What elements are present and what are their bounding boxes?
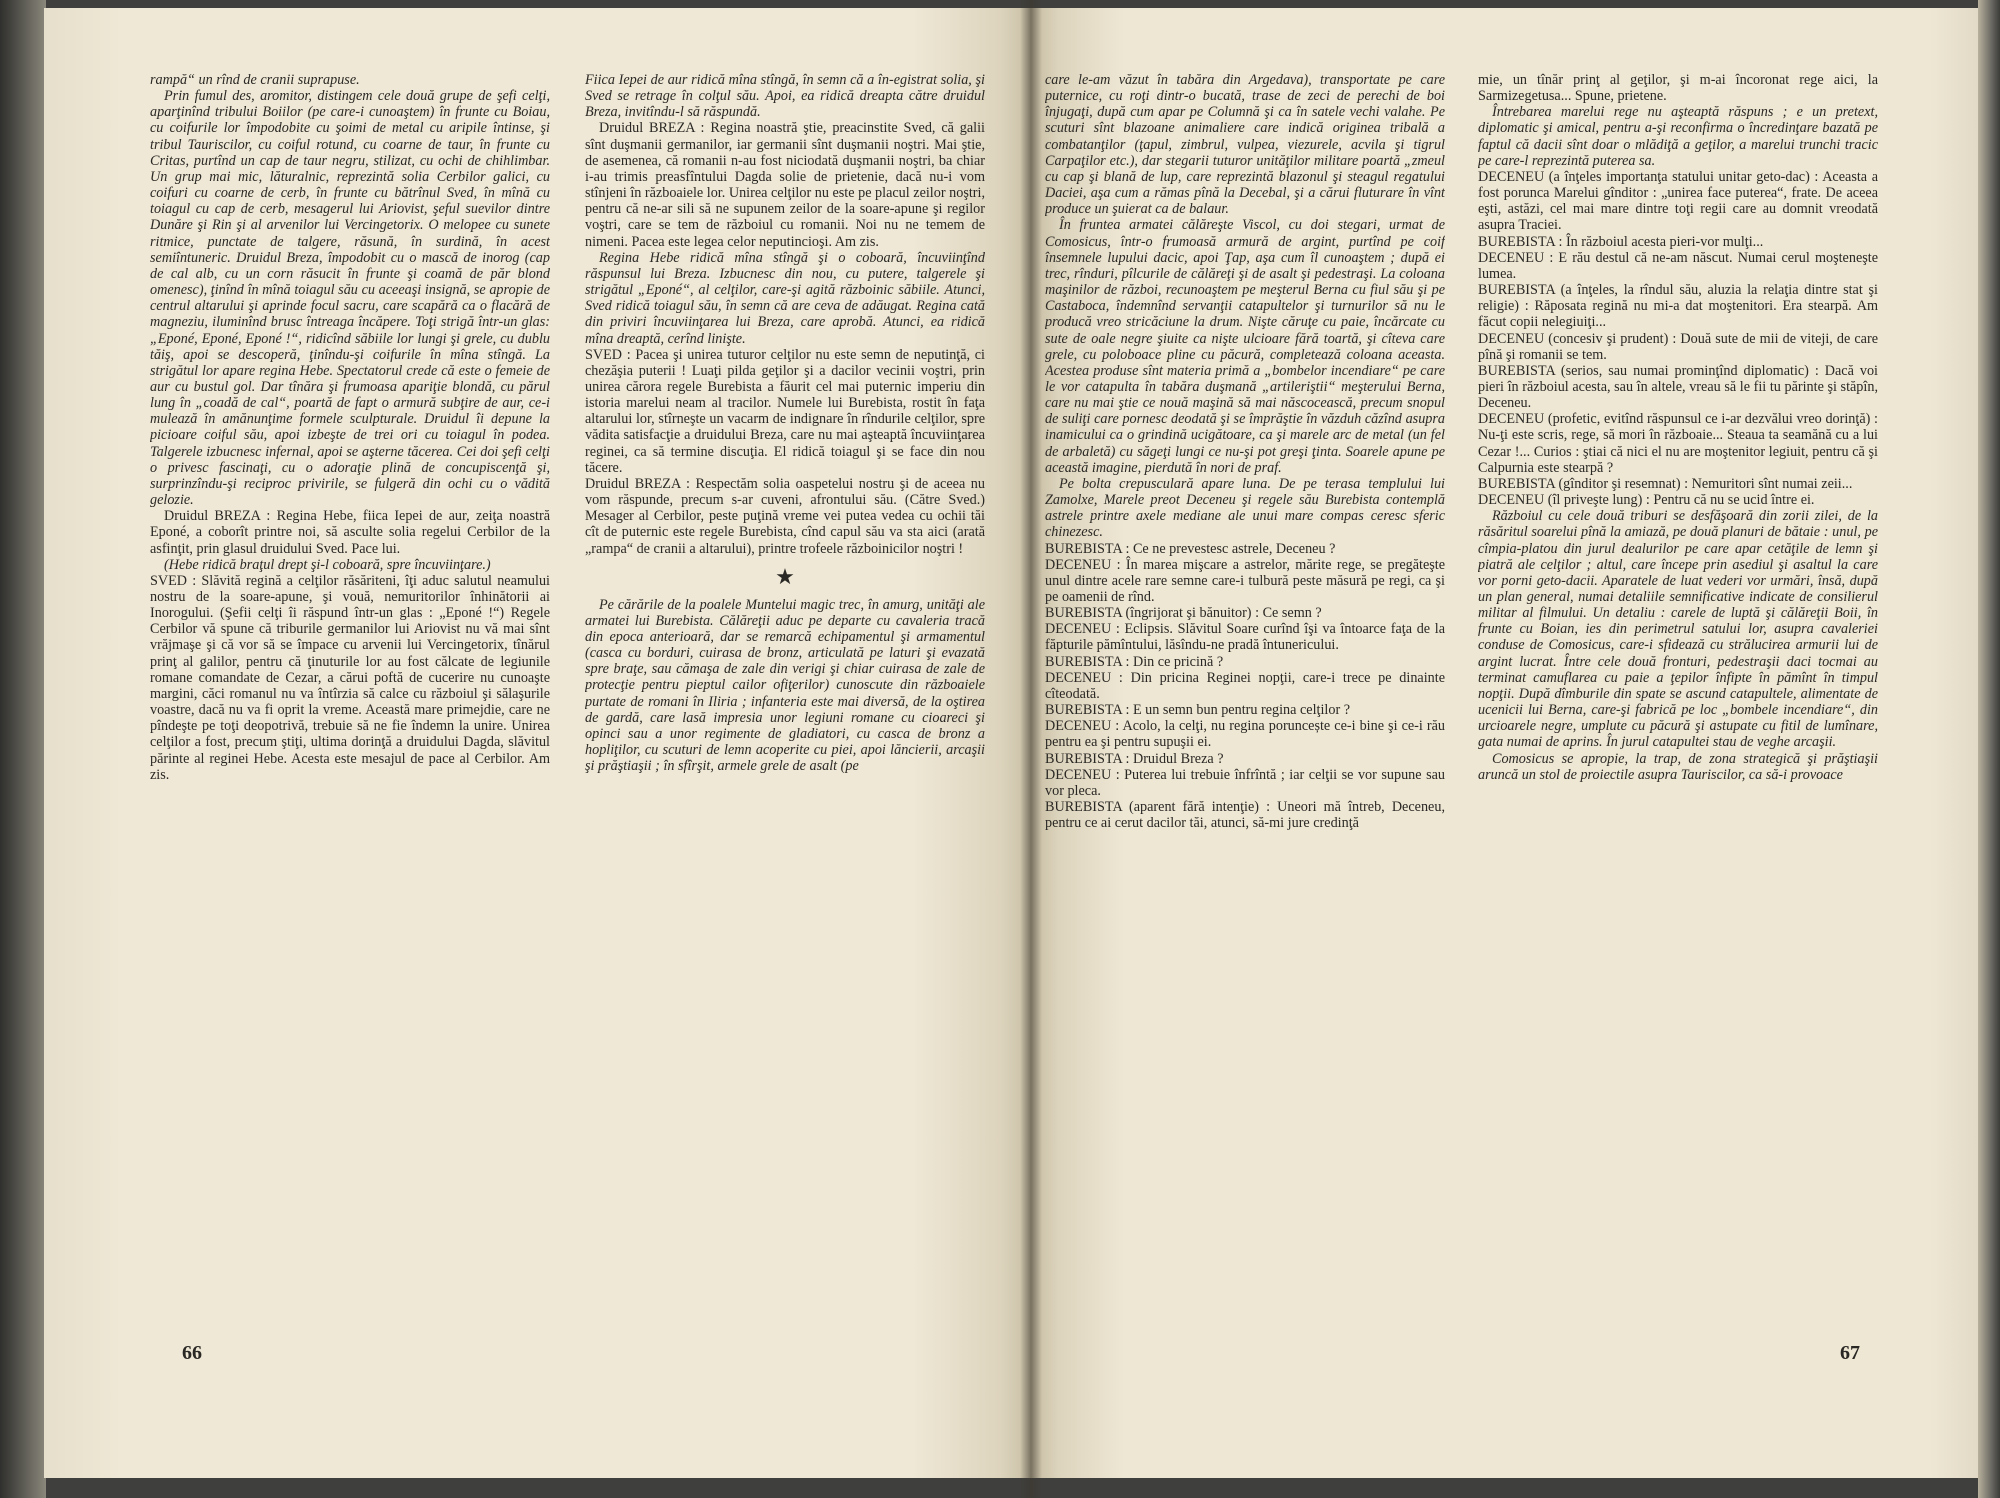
paragraph: DECENEU : În marea mişcare a astrelor, mărite rege, se pregăteşte unul dintre acele rare semne care-i tulbură peste măsură pe regi, ca şi pe oamenii de rînd. — [1045, 556, 1445, 605]
paragraph: BUREBISTA (îngrijorat şi bănuitor) : Ce semn ? — [1045, 605, 1322, 622]
paragraph: DECENEU (profetic, evitînd răspunsul ce i-ar dezvălui vreo dorinţă) : Nu-ţi este scris, rege, să mori în războaie... Steaua ta seamănă cu a lui Cezar !... Curios : ştiai că nici el nu are moştenitor legiuit, pentru că şi Calpurnia este stearpă ? — [1478, 411, 1878, 476]
paragraph: mie, un tînăr prinţ al geţilor, şi m-ai încoronat rege aici, la Sarmizegetusa... Spune, prietene. — [1478, 72, 1878, 105]
paragraph: Druidul BREZA : Regina noastră ştie, preacinstite Sved, că galii sînt duşmanii germanilor, iar germanii sînt duşmanii noştri. Mai ştie, de asemenea, că romanii n-au fost niciodată duşmanii noştri, ba chiar i-au trimis preasfîntului Dagda solie de prietenie, dacă nu-i vom stînjeni în războaiele lor. Unirea celţilor nu este pe placul zeilor noştri, pentru că ne-ar sili să ne supunem zeilor de la soare-apune şi regilor voştri, care se tem de războiul cu romanii. Noi nu ne temem de nimeni. Pacea este legea celor neputincioşi. Am zis. — [585, 120, 985, 250]
paragraph: DECENEU : Eclipsis. Slăvitul Soare curînd îşi va întoarce faţa de la făpturile pămîntului, lăsîndu-ne pradă întunericului. — [1045, 621, 1445, 654]
paragraph: DECENEU : Puterea lui trebuie înfrîntă ; iar celţii se vor supune sau vor pleca. — [1045, 766, 1445, 799]
paragraph: DECENEU : E rău destul că ne-am născut. Numai cerul moşteneşte lumea. — [1478, 249, 1878, 282]
paragraph: Druidul BREZA : Regina Hebe, fiica Iepei de aur, zeiţa noastră Eponé, a coborît printre noi, să asculte solia regelui Cerbilor de la asfinţit, prin glasul druidului Sved. Pace lui. — [150, 508, 550, 557]
book-edge-right — [1978, 0, 2000, 1498]
paragraph: BUREBISTA : Druidul Breza ? — [1045, 750, 1224, 767]
paragraph: DECENEU : Din pricina Reginei nopţii, care-i trece pe dinainte cîteodată. — [1045, 669, 1445, 702]
paragraph: DECENEU (concesiv şi prudent) : Două sute de mii de viteji, de care pînă şi romanii se tem. — [1478, 330, 1878, 363]
paragraph: BUREBISTA (serios, sau numai prominţînd diplomatic) : Dacă voi pieri în războiul acesta, sau în altele, vreau să le fii tu părinte şi stăpîn, Deceneu. — [1478, 362, 1878, 412]
paragraph: SVED : Pacea şi unirea tuturor celţilor nu este semn de neputinţă, ci chezăşia puterii ! Luaţi pilda geţilor şi a dacilor vecinii voştri, prin unirea cărora regele Burebista a făurit cel mai puternic imperiu din istoria marelui neam al tracilor. Numele lui Burebista, rostit în faţa altarului lor, stîrneşte un vacarm de indignare în rîndurile celţilor, spre vădita satisfacţie a druidului Breza, care nu mai aşteaptă încuviinţarea reginei, ca să termine discuţia. El ridică toiagul şi se face din nou tăcere. — [585, 346, 985, 476]
paragraph: BUREBISTA : În războiul acesta pieri-vor mulţi... — [1478, 233, 1764, 250]
paragraph: Comosicus se apropie, la trap, de zona strategică şi prăştiaşii aruncă un stol de proiectile asupra Tauriscilor, ca să-i provoace — [1478, 750, 1878, 783]
paragraph: Pe cărările de la poalele Muntelui magic trec, în amurg, unităţi ale armatei lui Burebista. Călăreţii aduc pe departe cu cavaleria tracă din epoca anterioară, dar se remarcă echipamentul şi armamentul (casca cu borduri, cuirasa de bronz, articulată pe laturi şi evazată spre braţe, sau cămaşa de zale din verigi şi chiar cuirasa de zale de protecţie pentru pieptul cailor ofiţerilor) cunoscute din războaiele purtate de romani în Iliria ; infanteria este mai diversă, de la oştirea de gardă, care lasă impresia unor legiuni romane cu cioareci şi opinci sau a unor regimente de gladiatori, cu casca de bronz a hopliţilor, cu scuturi de lemn acoperite cu piei, apoi lăncierii, arcaşii şi prăştiaşii ; în sfîrşit, armele grele de asalt (pe — [585, 596, 985, 775]
paragraph: În fruntea armatei călăreşte Viscol, cu doi stegari, urmat de Comosicus, într-o frumoasă armură de argint, purtînd pe coif însemnele lupului dacic, apoi Ţap, aşa cum îl cunoaştem ; după ei trec, rînduri, pîlcurile de călăreţi şi de asalt şi pedestraşi. La coloana maşinilor de război, recunoaştem pe meşterul Berna cu fiul său şi pe Castaboca, îndemnînd servanţii catapultelor şi turnurilor să nu le producă vreo stricăciune la drum. Nişte căruţe cu paie, încărcate cu sute de oale negre şiuite ca nişte ulcioare fără toartă, şi cîteva care grele, cu poloboace pline cu păcură, completează coloana aceasta. Acestea produse sînt materia primă a „bombelor incendiare“ pe care le vor catapulta în tabăra duşmană „artileriştii“ meşterului Berna, care nu mai ştie ce nouă maşină să mai născocească, precum snopul de suliţi care pornesc deodată şi se împrăştie în văzduh căzînd asupra inamicului ca o grindină ucigătoare, ca şi marele arc de metal (un fel de arbaletă) cu săgeţi lungi ce nu-şi pot greşi ţinta. Soarele apune pe această imagine, pierdută în nori de praf. — [1045, 217, 1445, 476]
book-gutter — [1020, 0, 1042, 1498]
section-separator-star: ★ — [775, 563, 795, 589]
paragraph: Întrebarea marelui rege nu aşteaptă răspuns ; e un pretext, diplomatic şi amical, pentru a-şi reconfirma o încredinţare bazată pe faptul că dacii sînt doar o mlădiţă a geţilor, a marelui trunchi tracic pe care-l reprezintă puterea sa. — [1478, 104, 1878, 169]
paragraph: BUREBISTA (gînditor şi resemnat) : Nemuritori sînt numai zeii... — [1478, 475, 1853, 492]
paragraph: BUREBISTA : Din ce pricină ? — [1045, 653, 1224, 670]
page-number-right: 67 — [1840, 1342, 1860, 1364]
right-page-column-1 — [1045, 72, 1445, 1392]
page-number-left: 66 — [182, 1342, 202, 1364]
paragraph: Fiica Iepei de aur ridică mîna stîngă, în semn că a în-egistrat solia, şi Sved se retrage în colţul său. Apoi, ea ridică dreapta către druidul Breza, invitîndu-l să răspundă. — [585, 72, 985, 121]
paragraph: DECENEU : Acolo, la celţi, nu regina poruncește ce-i bine şi ce-i rău pentru ea şi pentru supuşii ei. — [1045, 718, 1445, 751]
paragraph: DECENEU (a înţeles importanţa statului unitar geto-dac) : Aceasta a fost porunca Marelui gînditor : „unirea face puterea“, frate. De aceea eşti, astăzi, cel mai mare dintre toţi regii care au domnit vreodată asupra Traciei. — [1478, 168, 1878, 234]
book-edge-left — [0, 0, 46, 1498]
paragraph: BUREBISTA : Ce ne prevestesc astrele, Deceneu ? — [1045, 540, 1336, 557]
paragraph: Druidul BREZA : Respectăm solia oaspetelui nostru şi de aceea nu vom răspunde, precum s-ar cuveni, afrontului său. (Către Sved.) Mesager al Cerbilor, peste puţină vreme vei putea vedea cu ochii tăi cît de puternic este regele Burebista, cînd capul său va sta aici (arată „rampa“ de cranii a altarului), printre trofeele războinicilor noştri ! — [585, 475, 985, 557]
left-page-column-1 — [150, 72, 550, 1392]
paragraph: BUREBISTA (aparent fără intenţie) : Uneori mă întreb, Deceneu, pentru ce ai cerut dacilor tăi, atunci, să-mi jure credinţă — [1045, 799, 1445, 832]
paragraph: BUREBISTA : E un semn bun pentru regina celţilor ? — [1045, 702, 1351, 719]
left-page-column-2 — [585, 72, 985, 1392]
paragraph: (Hebe ridică braţul drept şi-l coboară, spre încuviinţare.) — [164, 556, 491, 573]
right-page-column-2 — [1478, 72, 1878, 1392]
paragraph: Războiul cu cele două triburi se desfăşoară din zorii zilei, de la răsăritul soarelui pînă la amiază, pe două planuri de bătaie : unul, pe cîmpia-platou din jurul dealurilor pe care apar cetăţile de lemn şi piatră ale celţilor ; altul, care începe prin asediul şi asaltul la care vor porni geto-dacii. Aparatele de luat vederi vor urmări, însă, după un plan general, numai detaliile semnificative indicate de consilierul militar al filmului. Un detaliu : carele de luptă şi călăreţii Boii, în frunte cu Boian, ies din perimetrul satului lor, asupra cavaleriei conduse de Comosicus, care-i sfidează cu strălucirea armurii lui de argint lucrat. Între cele două fronturi, pedestraşii daci tocmai au terminat camuflarea cu paie a ţepilor înfipte în pămînt în timpul nopţii. După dîmburile din spate se ascund catapultele, alimentate de ucenicii lui Berna, care-şi fabrică pe loc „bombele incendiare“, din urcioarele negre, umplute cu păcură şi astupate cu fitil de lumînare, gata numai de aprins. În jurul catapultei stau de veghe arcaşii. — [1478, 508, 1878, 751]
paragraph: DECENEU (îl priveşte lung) : Pentru că nu se ucid între ei. — [1478, 492, 1815, 509]
paragraph: Pe bolta crepusculară apare luna. De pe terasa templului lui Zamolxe, Marele preot Deceneu şi regele său Burebista contemplă astrele printre axele mediane ale unui mare compas ceresc sferic chinezesc. — [1045, 475, 1445, 541]
paragraph: rampă“ un rînd de cranii suprapuse. — [150, 72, 360, 88]
paragraph: Regina Hebe ridică mîna stîngă şi o coboară, încuviinţînd răspunsul lui Breza. Izbucnesc din nou, cu putere, talgerele şi strigătul „Eponé“, al celţilor, care-şi agită războinic săbiile. Atunci, Sved ridică toiagul său, în semn că are ceva de adăugat. Regina cată din priviri încuviinţarea lui Breza, care aprobă. Atunci, ea ridică mîna dreaptă, cerînd linişte. — [585, 249, 985, 347]
paragraph: BUREBISTA (a înţeles, la rîndul său, aluzia la relaţia dintre stat şi religie) : Răposata regină nu mi-a dat moştenitori. Era stearpă. Am făcut copii nelegiuiţi... — [1478, 282, 1878, 331]
paragraph: care le-am văzut în tabăra din Argedava), transportate pe care puternice, cu roţi dintr-o bucată, trase de zeci de perechi de boi înjugaţi, după cum apar pe Columnă şi ca în satele vechi valahe. Pe scuturi sînt blazoane animaliere care indică originea tribală a combatanţilor (ţapul, zimbrul, vulpea, viezurele, acvila şi tigrul Carpaţilor etc.), dar stegarii tuturor unităţilor militare poartă „zmeul cu cap şi blană de lup, care reprezintă blazonul şi steagul regatului Daciei, aşa cum a rămas pînă la Decebal, şi a cărui fluturare în vînt produce un şuierat ca de balaur. — [1045, 72, 1445, 218]
paragraph: SVED : Slăvită regină a celţilor răsăriteni, îţi aduc salutul neamului nostru de la soare-apune, şi vouă, nemuritorilor înhinătorii ai Inorogului. (Şefii celţi îi răspund într-un glas : „Eponé !“) Regele Cerbilor vă spune că triburile germanilor lui Ariovist nu vă mai sînt vrăjmaşe şi că vor să se împace cu arvenii lui Vercingetorix, tînărul prinţ al galilor, pentru că ţinuturile lor au fost călcate de legiunile romane comandate de Cezar, a cărui poftă de cucerire nu cunoaşte margini, căci romanul nu va întîrzia să calce cu războiul şi sălaşurile voastre, dacă nu va fi oprit la vreme. Această mare primejdie, care ne pîndeşte pe toţi deopotrivă, trebuie să ne fie îndemn la unire. Unirea celţilor a fost, precum ştiţi, ultima dorinţă a druidului Dagda, slăvitul părinte al reginei Hebe. Acesta este mesajul de pace al Cerbilor. Am zis. — [150, 572, 550, 783]
paragraph: Prin fumul des, aromitor, distingem cele două grupe de şefi celţi, aparţinînd tribului Boiilor (pe care-i cunoaştem) în frunte cu Boiau, cu coifurile lor împodobite cu şoimi de metal cu aripile întinse, şi tribul Tauriscilor, cu coiful rotund, cu coarne de taur, în frunte cu Critas, purtînd un cap de taur negru, stilizat, cu ochi de chihlimbar. Un grup mai mic, lăturalnic, reprezintă solia Cerbilor galici, cu coifuri cu coarne de cerb, în frunte cu bătrînul Sved, în mînă cu toiagul cu cap de cerb, mesagerul lui Ariovist, şeful suevilor dintre Dunăre şi Rin şi al arvenilor lui Vercingetorix. O melopee cu sunete ritmice, punctate de talgere, răsună, în surdină, în acest semiîntuneric. Druidul Breza, împodobit cu o mască de inorog (cap de cal alb, cu un corn răsucit în frunte şi coamă de păr blond omenesc), ţinînd în mînă toiagul său cu aceeaşi insignă, se apropie de centrul altarului şi aprinde focul sacru, care scapără ca o flacără de magneziu, iluminînd brusc întreaga încăpere. Toţi strigă într-un glas: „Eponé, Eponé, Eponé !“, ridicînd săbiile lor lungi şi grele, cu dublu tăiş, apoi se descoperă, ţinîndu-şi coifurile în mîna stîngă. La strigătul lor apare regina Hebe. Spectatorul crede că este o femeie de aur cu bustul gol. Dar tînăra şi frumoasa apariţie blondă, cu părul lung în „coadă de cal“, poartă de fapt o armură subţire de aur, ce-i mulează în amănunţime formele sculpturale. Druidul îi depune la picioare coiful său, apoi izbeşte de trei ori cu toiagul în podea. Talgerele izbucnesc infernal, apoi se aşterne tăcerea. Cei doi şefi celţi o privesc fascinaţi, cu o adoraţie plină de concupiscenţă şi, surprinzîndu-şi reciproc privirile, se fulgeră din ochi cu o vădită gelozie. — [150, 88, 550, 509]
